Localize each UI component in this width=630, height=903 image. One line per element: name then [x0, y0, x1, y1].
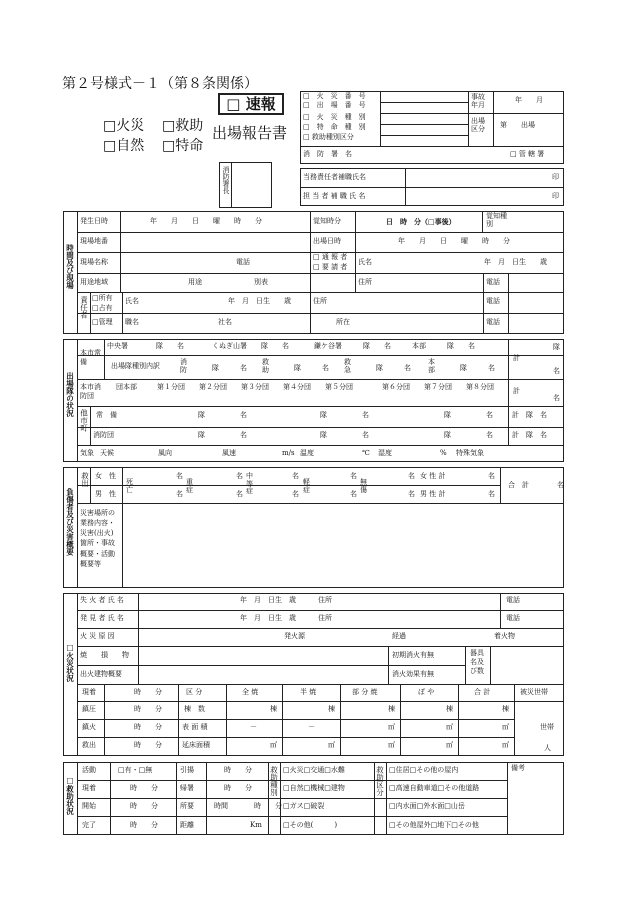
goukei-label: 合 計 名 — [508, 481, 564, 489]
to-unit: 棟 — [502, 705, 509, 713]
s1-divider — [508, 273, 509, 334]
hakkensha-seinen[interactable]: 年 月 日生 歳 — [240, 614, 296, 622]
kyujo-shubetsu-label: 救助種別 — [269, 766, 279, 796]
kyushutsu-label: 救出 — [80, 472, 90, 487]
header-divider — [380, 91, 381, 146]
zensho-label: 全 焼 — [242, 688, 259, 696]
genchaku-label: 現着 — [82, 784, 96, 792]
s4-divider — [77, 610, 564, 611]
dan-4[interactable]: 第４分団 — [283, 383, 311, 391]
dan-8[interactable]: 第８分団 — [466, 383, 494, 391]
hisai-label: 被災世帯 — [520, 688, 548, 696]
tsuhosha-checkbox[interactable]: □ 通 報 者 — [313, 253, 348, 261]
kakuchi-value[interactable]: 日 時 分（□事後） — [386, 217, 456, 226]
tosu-label: 棟 数 — [184, 705, 205, 713]
jusho-label: 重症 — [186, 478, 193, 494]
tashi-kei: 計 隊 名 — [512, 431, 547, 439]
section-units — [63, 339, 564, 462]
ondo-unit: ℃ — [362, 449, 370, 457]
tashichou-label: 他市町 — [79, 409, 89, 432]
dan-7[interactable]: 第７分団 — [424, 383, 452, 391]
s2-divider — [77, 445, 564, 446]
mei: 名 — [408, 490, 415, 498]
dan-6[interactable]: 第６分団 — [382, 383, 410, 391]
m2-unit: ㎡ — [502, 723, 509, 731]
shoyu-checkbox[interactable]: □所有 — [92, 294, 113, 302]
kanri-checkbox[interactable]: □管理 — [92, 318, 113, 326]
s3-title: 負傷者及び災害概要 — [65, 488, 75, 556]
shutsujo-kubun-value[interactable]: 第 出場 — [500, 121, 535, 129]
mei: 名 — [236, 472, 243, 480]
s3-divider — [77, 485, 500, 486]
tai-mei[interactable]: 隊 名 — [460, 364, 495, 372]
to-unit: 棟 — [270, 705, 277, 713]
s2-divider — [77, 427, 564, 428]
s4-divider — [282, 684, 283, 756]
s5-divider — [374, 762, 375, 835]
header-divider — [380, 124, 468, 125]
hakkensha-label: 発 見 者 氏 名 — [80, 614, 124, 622]
hansho-label: 半 焼 — [300, 688, 317, 696]
hikiage-label: 引揚 — [180, 766, 194, 774]
shutsujo-kubun-label: 出場区分 — [471, 117, 485, 134]
s4-divider — [340, 684, 341, 756]
s1-divider — [77, 273, 564, 274]
hakkensha-jusho-label: 住所 — [318, 614, 332, 622]
mei: 名 — [350, 472, 357, 480]
dan-3[interactable]: 第３分団 — [241, 383, 269, 391]
s5-divider — [77, 798, 507, 799]
yoto-label: 用途 — [188, 278, 202, 286]
header-divider — [380, 113, 468, 114]
seal-mark: 印 — [552, 173, 559, 181]
katsudo-label: 活動 — [82, 766, 96, 774]
hakkagen-label: 発火源 — [284, 632, 305, 640]
s4-divider — [138, 593, 139, 684]
s1-divider — [122, 292, 123, 334]
gaiyo-label: 災害場所の業務内容・災害(出火)箇所・事故概要・活動概要等 — [80, 509, 115, 568]
mei: 名 — [350, 490, 357, 498]
gaiyo-textarea[interactable] — [123, 504, 563, 587]
kyushutsu-label: 救出 — [82, 741, 96, 749]
tosekinin-label: 当務責任者補職氏名 — [303, 173, 366, 181]
fusoku-label: 風速 — [222, 449, 236, 457]
s1-divider — [483, 273, 484, 334]
s1-divider — [482, 211, 483, 232]
chinka-label: 鎮火 — [82, 723, 96, 731]
shikkasha-label: 失 火 者 氏 名 — [80, 596, 124, 604]
shikkasha-seinen[interactable]: 年 月 日生 歳 — [240, 596, 296, 604]
tenko-label: 天候 — [100, 449, 114, 457]
shoyo-label: 所要 — [180, 802, 194, 810]
sekininsha-shimei-label: 氏名 — [125, 297, 139, 305]
jiko-nengetsu-value[interactable]: 年 月 — [515, 96, 543, 104]
s2-divider — [77, 355, 564, 356]
s2-divider — [77, 339, 78, 462]
honshi-shobodan-label: 本市消防団 — [80, 383, 101, 400]
header-divider — [300, 146, 564, 147]
m2-unit: ㎡ — [446, 741, 453, 749]
shozai-label: 所在 — [336, 318, 350, 326]
s2-divider — [77, 379, 564, 380]
shamei-label: 社名 — [218, 318, 232, 326]
sokuho-checkbox[interactable]: □ 速報 — [218, 93, 284, 115]
seal-mark: 印 — [552, 192, 559, 200]
tashi-tai-mei-3[interactable]: 隊 名 — [444, 411, 493, 419]
tsuhosha-denwa-label: 電話 — [486, 278, 500, 286]
shoyo-jikan[interactable]: 時間 — [214, 802, 228, 810]
s5-title: □救助状況 — [65, 776, 75, 815]
responsible-divider — [300, 187, 564, 188]
document-title: 出場報告書 — [212, 124, 288, 142]
s5-divider — [77, 780, 507, 781]
s1-divider — [77, 292, 564, 293]
header-divider — [468, 91, 469, 146]
s5-divider — [280, 762, 281, 835]
kisho-label: 気象 — [80, 449, 94, 457]
kind-kyujo-checkbox[interactable]: □救助 — [162, 118, 204, 134]
unit-kunugiyama[interactable]: くぬぎ山署 隊 名 — [212, 342, 289, 350]
hassei-label: 発生日時 — [80, 217, 108, 225]
s2-divider — [77, 406, 564, 407]
genchaku-jifun[interactable]: 時 分 — [130, 784, 158, 792]
dansei-kei-label: 男 性 計 — [420, 490, 446, 498]
kashu-kyujo: 救助 — [262, 358, 269, 374]
kind-shizen-checkbox[interactable]: □自然 — [103, 138, 145, 154]
uchiwake-label: 出場隊種別内訳 — [111, 362, 160, 370]
s4-divider — [490, 646, 491, 684]
josei-kei-label: 女 性 計 — [420, 472, 446, 480]
m2-unit: ㎡ — [388, 741, 395, 749]
sekininsha-label: 責任者 — [79, 296, 89, 319]
shitsudo-unit: % — [440, 449, 447, 457]
kubun-item[interactable]: □その他屋外□地下□その他 — [389, 821, 479, 829]
m2-unit: ㎡ — [328, 741, 335, 749]
shukka-label: 出火建物概要 — [80, 670, 122, 678]
s5-divider — [110, 762, 111, 835]
s2-divider — [508, 339, 509, 445]
s1-divider — [77, 313, 564, 314]
tashichou-jobi: 常 備 — [96, 411, 117, 419]
s4-divider — [77, 684, 564, 685]
kind-kasai-checkbox[interactable]: □火災 — [103, 118, 145, 134]
genchaku-label: 現着 — [82, 688, 96, 696]
s4-divider — [77, 593, 78, 756]
goukei-label: 合 計 — [474, 688, 491, 696]
mei: 名 — [408, 472, 415, 480]
s4-divider — [77, 719, 514, 720]
tsuhosha-jusho-label: 住所 — [358, 278, 372, 286]
tsuhosha-shimei-label: 氏名 — [358, 258, 372, 266]
to-unit: 棟 — [446, 705, 453, 713]
mei: 名 — [488, 490, 495, 498]
m2-unit: ㎡ — [446, 723, 453, 731]
jiko-nengetsu-label: 事故年月 — [471, 93, 485, 110]
s1-title: 時間及び現場 — [65, 244, 75, 289]
kashu-kyukyu: 救急 — [344, 358, 351, 374]
sekininsha-denwa-label: 電話 — [486, 297, 500, 305]
shikkasha-denwa-label: 電話 — [506, 596, 520, 604]
fusoku-unit: m/s — [282, 449, 295, 457]
chakkabutsu-label: 着火物 — [494, 632, 515, 640]
dansei-label: 男 性 — [95, 490, 116, 498]
shubetsu-item[interactable]: □ガス□破裂 — [283, 802, 325, 810]
header-divider — [380, 135, 468, 136]
kind-tokumei-checkbox[interactable]: □特命 — [162, 138, 204, 154]
shubetsu-item[interactable]: □その他( ) — [283, 821, 338, 829]
shobosho-label: 消 防 署 名 — [303, 150, 352, 158]
mei: 名 — [292, 490, 299, 498]
hakkensha-denwa-label: 電話 — [506, 614, 520, 622]
genba-meisho-label: 現場名称 — [80, 258, 108, 266]
chiatsu-jifun[interactable]: 時 分 — [134, 705, 162, 713]
genchaku-jifun[interactable]: 時 分 — [134, 688, 162, 696]
s4-divider — [77, 737, 514, 738]
s4-title: □火災状況 — [65, 643, 75, 682]
chinka-jifun[interactable]: 時 分 — [134, 723, 162, 731]
s1-divider — [355, 211, 356, 293]
s3-divider — [90, 467, 91, 503]
tashi-kei: 計 隊 名 — [512, 411, 547, 419]
shubetsu-item[interactable]: □自然□機械□建物 — [283, 784, 345, 792]
s4-divider — [178, 684, 179, 756]
tashi-tai-mei-6[interactable]: 隊 名 — [444, 431, 493, 439]
shutsujo-nichiji-value[interactable]: 年 月 日 曜 時 分 — [398, 237, 510, 245]
tai-mei[interactable]: 隊 名 — [376, 364, 411, 372]
kakuchi-label: 覚知時分 — [313, 217, 341, 225]
m2-unit: ㎡ — [270, 741, 277, 749]
s1-divider — [90, 292, 91, 334]
sekininsha-jusho-label: 住所 — [313, 297, 327, 305]
mushou-label: 無傷 — [360, 478, 367, 494]
s4-divider — [388, 646, 389, 684]
kyori-label: 距離 — [180, 821, 194, 829]
chiatsu-label: 鎮圧 — [82, 705, 96, 713]
kei-label: 計 — [513, 354, 520, 362]
s3-divider — [500, 467, 501, 503]
mei: 名 — [176, 490, 183, 498]
yoseisha-checkbox[interactable]: □ 要 請 者 — [313, 263, 348, 271]
header-divider — [380, 102, 468, 103]
header-divider — [468, 113, 564, 114]
kei-tai: 隊 — [553, 343, 560, 351]
shozai-denwa-label: 電話 — [486, 318, 500, 326]
s4-divider — [77, 628, 564, 629]
shoki-label: 初期消火有無 — [392, 651, 434, 659]
tokushu-label: 特殊気象 — [456, 449, 484, 457]
genba-chiban-label: 現場地番 — [80, 237, 108, 245]
beppyo-label: 別表 — [254, 278, 268, 286]
s4-divider — [226, 684, 227, 756]
kigu-label: 器具名及び数 — [470, 649, 484, 675]
to-unit: 棟 — [328, 705, 335, 713]
kakuchi-shubetsu-label: 覚知種別 — [486, 212, 507, 228]
tai-mei[interactable]: 隊 名 — [294, 364, 329, 372]
s2-title: 出場隊の状況 — [65, 372, 75, 417]
kisho-jifun[interactable]: 時 分 — [224, 784, 252, 792]
s4-divider — [500, 593, 501, 628]
shoyo-fun[interactable]: 時 分 — [254, 802, 282, 810]
unit-kamagaya[interactable]: 鎌ケ谷署 隊 名 — [314, 342, 391, 350]
kyujo-kubun-label: 救助区分 — [375, 766, 385, 796]
bubun-label: 部 分 焼 — [352, 688, 378, 696]
s4-divider — [77, 665, 465, 666]
shoson-label: 焼 損 物 — [80, 651, 129, 659]
form-number: 第２号様式－１（第８条関係） — [62, 76, 258, 92]
dan-kei: 計 — [513, 387, 520, 395]
unit-chuo[interactable]: 中央署 隊 名 — [107, 342, 184, 350]
shutsujo-bango-label[interactable]: □ 出 場 番 号 — [303, 101, 366, 109]
dan-kei-mei: 名 — [553, 394, 560, 402]
kanmei-label: 職名 — [125, 318, 139, 326]
kubun-label: 区 分 — [186, 688, 203, 696]
s5-divider — [77, 816, 507, 817]
s5-divider — [176, 762, 177, 835]
tashi-tai-mei-1[interactable]: 隊 名 — [198, 411, 247, 419]
s5-divider — [206, 762, 207, 835]
m2-unit: ㎡ — [388, 723, 395, 731]
tokumei-shubetsu-label[interactable]: □ 特 命 種 別 — [303, 123, 366, 131]
s4-divider — [514, 684, 515, 756]
s4-divider — [458, 684, 459, 756]
tashi-tai-mei-5[interactable]: 隊 名 — [320, 431, 369, 439]
kasai-bango-label[interactable]: □ 火 災 番 号 — [303, 92, 366, 100]
s4-divider — [465, 646, 466, 684]
s4-divider — [104, 684, 105, 756]
yoto-chiiki-label: 用途地域 — [80, 278, 108, 286]
dan-2[interactable]: 第２分団 — [199, 383, 227, 391]
s2-divider — [104, 339, 105, 379]
kaishi-label: 開始 — [82, 802, 96, 810]
kyushutsu-jifun[interactable]: 時 分 — [134, 741, 162, 749]
sekininsha-seinen[interactable]: 年 月 日生 歳 — [228, 297, 291, 305]
s2-divider — [90, 406, 91, 445]
dan-honbu[interactable]: 団本部 — [116, 383, 137, 391]
chusho-label: 中等症 — [246, 472, 253, 496]
unit-honbu[interactable]: 本部 隊 名 — [412, 342, 475, 350]
nin-unit: 人 — [544, 744, 551, 752]
km-unit: Km — [250, 821, 262, 829]
setai-unit: 世帯 — [540, 723, 554, 731]
kankatsu-checkbox[interactable]: □ 管 轄 署 — [510, 150, 545, 158]
mei: 名 — [292, 472, 299, 480]
koka-label: 消火効果有無 — [392, 670, 434, 678]
tai-mei[interactable]: 隊 名 — [212, 364, 247, 372]
kashu-honbu: 本部 — [428, 358, 435, 374]
genin-label: 火 災 原 因 — [80, 632, 115, 640]
s1-divider — [120, 211, 121, 293]
mei: 名 — [236, 490, 243, 498]
shikkasha-jusho-label: 住所 — [318, 596, 332, 604]
kanryo-label: 完了 — [82, 821, 96, 829]
kubun-item[interactable]: □住居□その他の屋内 — [389, 766, 459, 774]
keisho-label: 軽症 — [303, 478, 310, 494]
kyujo-shubetsu-label[interactable]: □ 救助種別区分 — [303, 133, 354, 141]
tashi-tai-mei-2[interactable]: 隊 名 — [320, 411, 369, 419]
shutsujo-nichiji-label: 出場日時 — [313, 237, 341, 245]
tsuhosha-seinen[interactable]: 年 月 日生 歳 — [484, 258, 547, 266]
fukou-label: 風向 — [158, 449, 172, 457]
tashi-tai-mei-4[interactable]: 隊 名 — [198, 431, 247, 439]
tanto-label: 担 当 者 補 職 氏 名 — [303, 192, 366, 200]
mei: 名 — [176, 472, 183, 480]
shubetsu-item[interactable]: □火災□交通□水難 — [283, 766, 345, 774]
kashu-shobo: 消防 — [180, 358, 187, 374]
honshi-jobi-label: 本市常備 — [80, 349, 101, 366]
hikiage-jifun[interactable]: 時 分 — [224, 766, 252, 774]
enyuka-label: 延床面積 — [182, 741, 210, 749]
shitsudo-label: 湿度 — [378, 449, 392, 457]
kubun-item[interactable]: □高速自動車道□その他道路 — [389, 784, 480, 792]
s5-divider — [386, 762, 387, 835]
to-unit: 棟 — [388, 705, 395, 713]
josei-label: 女 性 — [95, 472, 116, 480]
s4-divider — [400, 684, 401, 756]
shibo-label: 死亡 — [126, 478, 133, 494]
dash: － — [308, 723, 315, 731]
kanryo-jifun[interactable]: 時 分 — [130, 821, 158, 829]
kei-mei: 名 — [553, 367, 560, 375]
katsudo-ari-nashi[interactable]: □有・□無 — [118, 766, 153, 774]
hyomen-label: 表 面 積 — [182, 723, 208, 731]
dan-1[interactable]: 第１分団 — [157, 383, 185, 391]
s5-divider — [268, 762, 269, 835]
dash: － — [250, 723, 257, 731]
kasai-shubetsu-label[interactable]: □ 火 災 種 別 — [303, 113, 366, 121]
tashichou-shobodan: 消防団 — [93, 431, 114, 439]
senyu-checkbox[interactable]: □占有 — [92, 304, 113, 312]
kisho-label: 帰署 — [180, 784, 194, 792]
biko-label: 備考 — [511, 764, 525, 772]
hassei-value[interactable]: 年 月 日 曜 時 分 — [150, 217, 262, 225]
mei: 名 — [488, 472, 495, 480]
s1-divider — [310, 211, 311, 334]
header-divider — [493, 91, 494, 146]
responsible-divider — [405, 168, 406, 206]
m2-unit: ㎡ — [502, 741, 509, 749]
biko-textarea[interactable] — [508, 775, 563, 834]
s1-divider — [77, 232, 564, 233]
denwa-label: 電話 — [236, 258, 250, 266]
chief-divider — [231, 162, 232, 208]
dan-5[interactable]: 第５分団 — [325, 383, 353, 391]
chief-label: 消防署長 — [222, 166, 230, 194]
ondo-label: 温度 — [300, 449, 314, 457]
kaishi-jifun[interactable]: 時 分 — [130, 802, 158, 810]
keiro-label: 経過 — [392, 632, 406, 640]
kubun-item[interactable]: □内水面□外水面□山岳 — [389, 802, 465, 810]
boya-label: ぼ や — [418, 688, 435, 696]
s4-divider — [77, 701, 564, 702]
